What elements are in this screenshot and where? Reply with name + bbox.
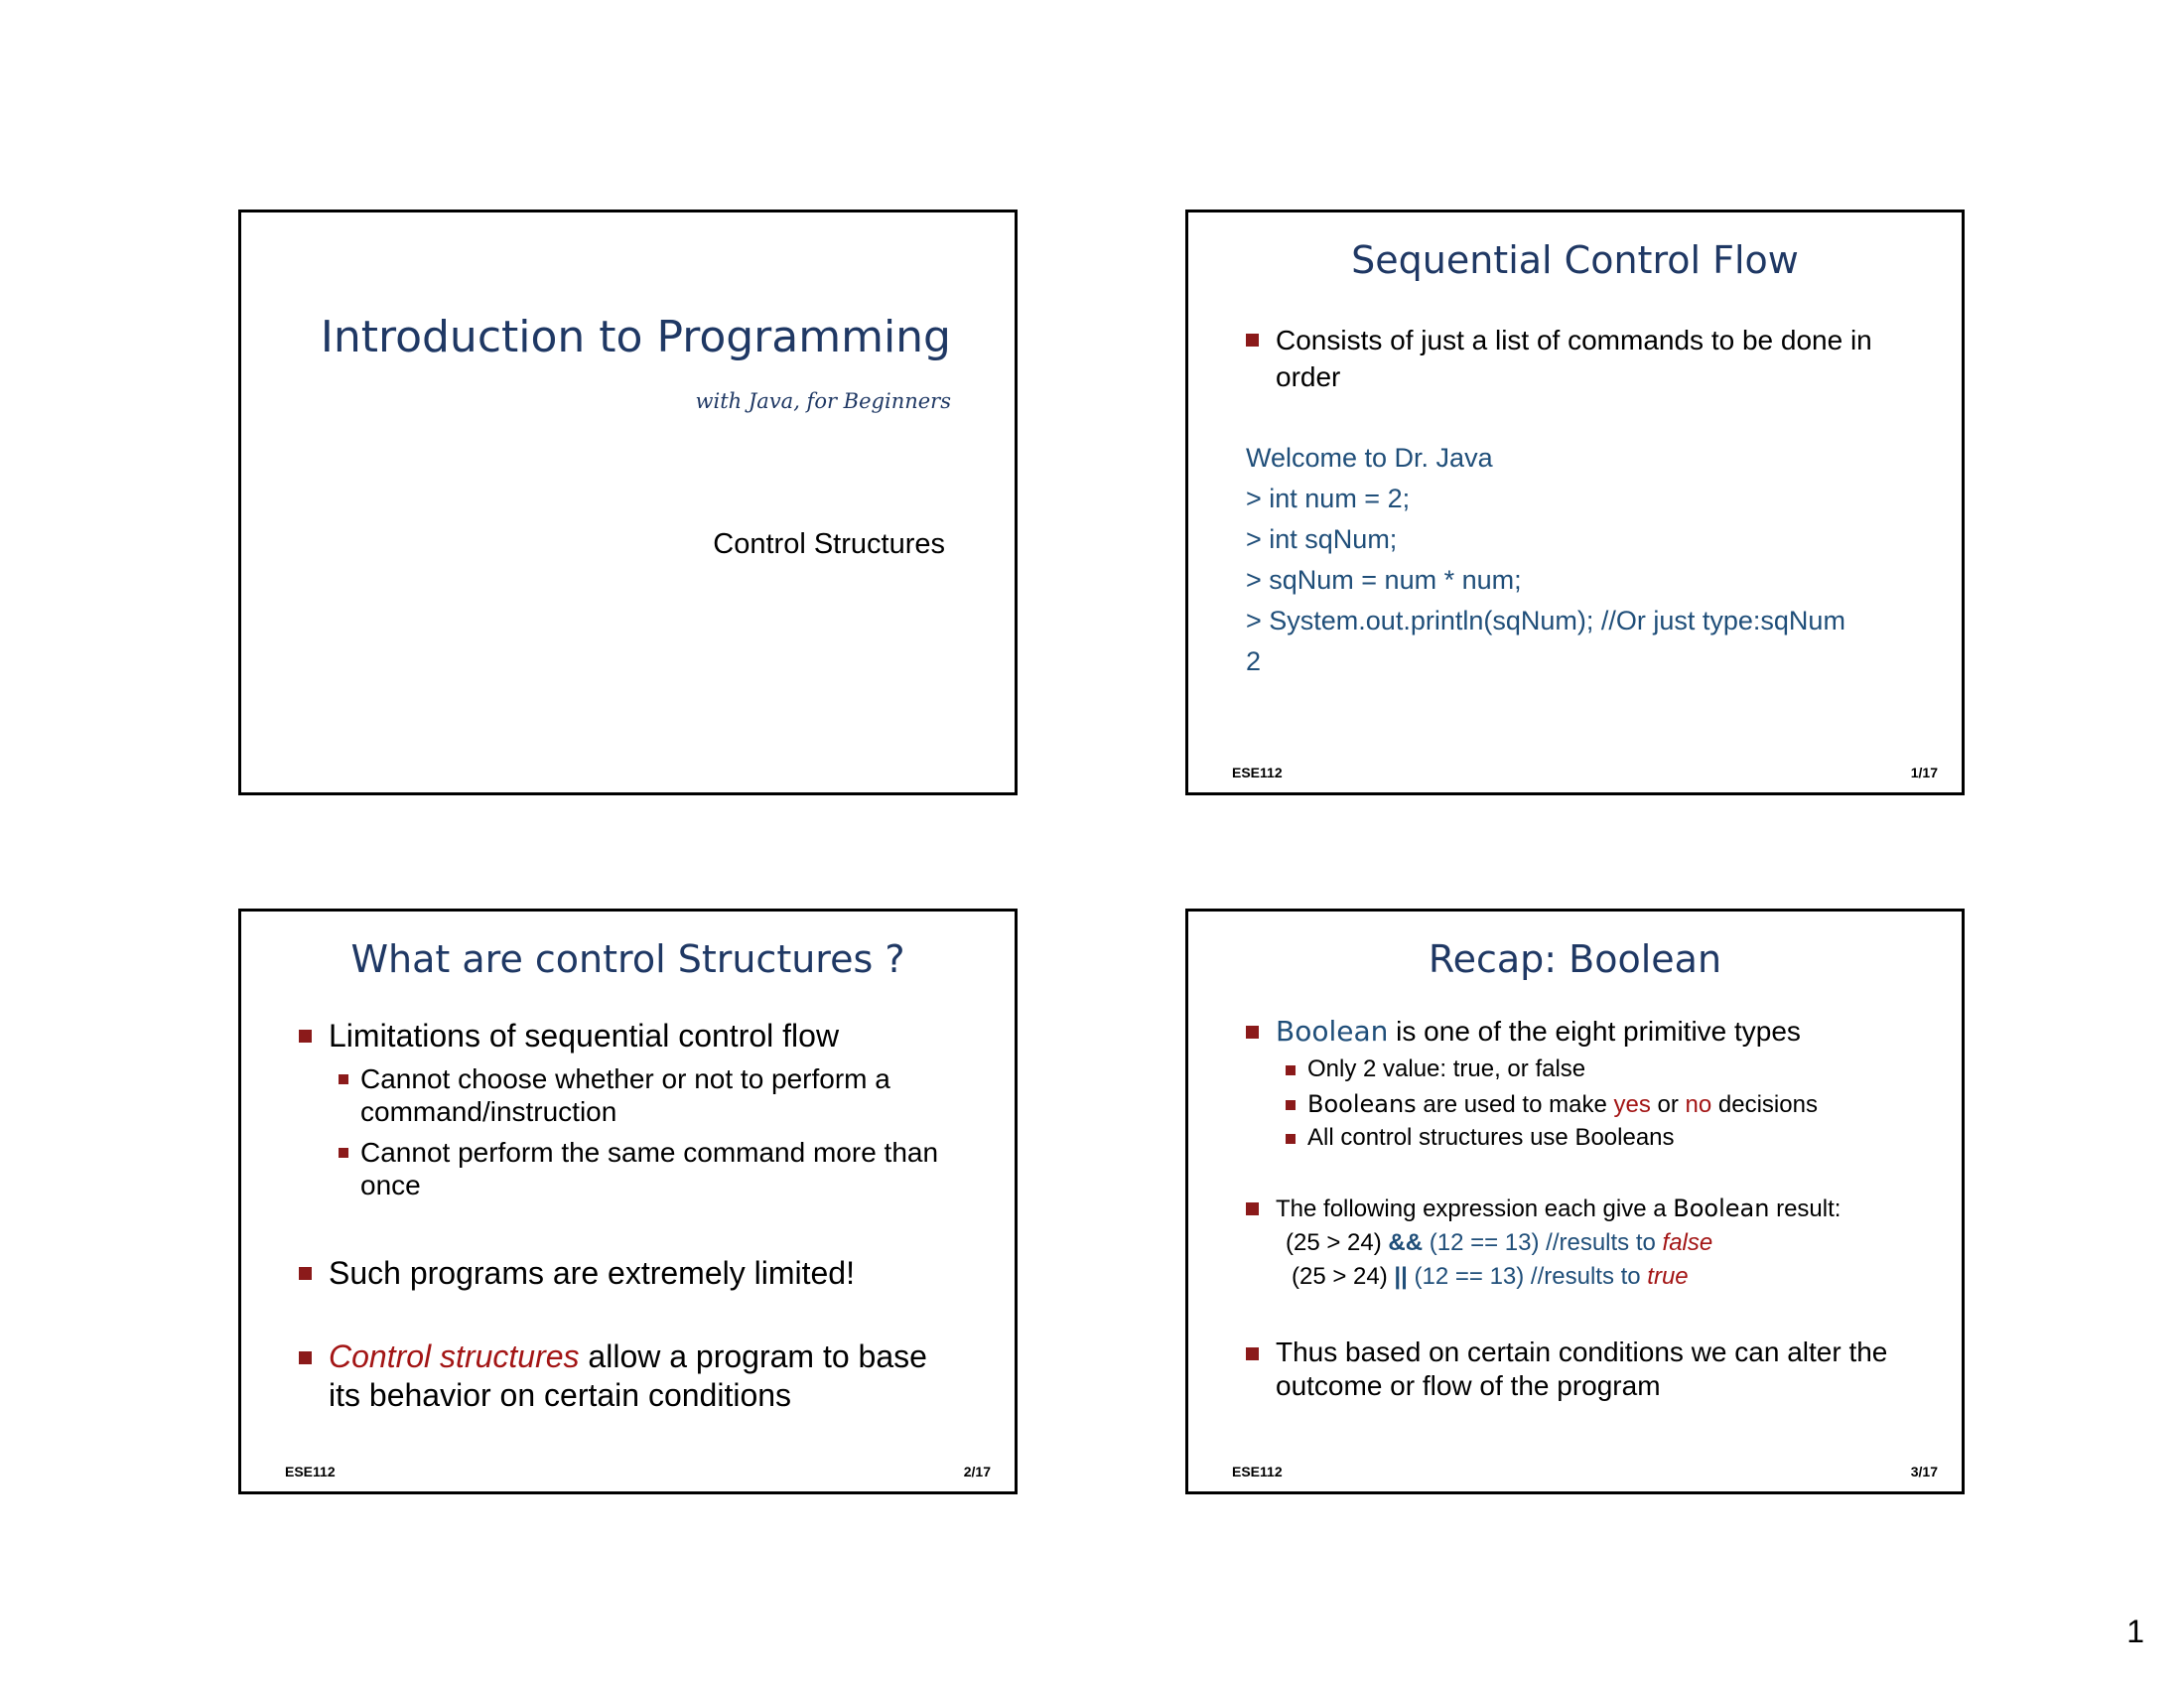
text-fragment: (25 > 24) [1292, 1263, 1395, 1290]
text-fragment: are used to make [1416, 1091, 1614, 1118]
bullet-square-icon [1286, 1100, 1296, 1110]
bullet-square-icon [339, 1148, 348, 1158]
slide-footer-number: 1/17 [1910, 765, 1938, 780]
sub-bullet-item [339, 1136, 954, 1201]
bullet-item [1246, 1192, 1941, 1294]
sub-bullet-text: Cannot choose whether or not to perform a command/instruction [360, 1063, 890, 1127]
emphasis-text: Control structures [329, 1338, 580, 1374]
sub-bullet-item [1286, 1089, 1921, 1120]
bullet-text [1246, 1014, 1941, 1050]
sub-bullet-text: All control structures use Booleans [1307, 1124, 1675, 1151]
bullet-square-icon [1246, 1026, 1259, 1039]
code-block [1246, 438, 1845, 682]
page-number: 1 [2126, 1614, 2144, 1649]
keyword-boolean: Boolean [1673, 1195, 1770, 1222]
bullet-square-icon [299, 1030, 312, 1043]
text-fragment: (25 > 24) [1286, 1229, 1389, 1256]
bullet-item [1246, 322, 1921, 395]
sub-bullet-text: Only 2 value: true, or false [1307, 1055, 1586, 1082]
text-fragment: decisions [1711, 1091, 1818, 1118]
text-fragment: (12 == 13) //results to [1423, 1229, 1663, 1256]
operator-or: || [1394, 1263, 1408, 1290]
sub-bullet-item [1286, 1055, 1921, 1084]
bullet-square-icon [1286, 1065, 1296, 1075]
code-line: > sqNum = num * num; [1246, 565, 1522, 595]
presentation-topic: Control Structures [713, 528, 945, 560]
bullet-square-icon [1246, 334, 1259, 347]
expression-line [1246, 1226, 1941, 1260]
result-false: false [1662, 1229, 1713, 1256]
slide-footer-number: 3/17 [1910, 1464, 1938, 1479]
bullet-square-icon [339, 1074, 348, 1084]
code-line: > int sqNum; [1246, 524, 1398, 554]
bullet-square-icon [1286, 1134, 1296, 1144]
bullet-text [1246, 1192, 1941, 1226]
bullet-item [299, 1253, 994, 1293]
bullet-text: Thus based on certain conditions we can alter the outcome or flow of the program [1276, 1336, 1888, 1401]
text-fragment: result: [1769, 1196, 1842, 1222]
code-line: > System.out.println(sqNum); //Or just type:sqNum [1246, 606, 1845, 635]
text-fragment: (12 == 13) //results to [1407, 1263, 1648, 1290]
keyword-yes: yes [1613, 1091, 1651, 1118]
presentation-subtitle: with Java, for Beginners [695, 389, 951, 413]
bullet-text-rest: is one of the eight primitive types [1388, 1016, 1801, 1047]
bullet-text: Such programs are extremely limited! [329, 1255, 855, 1291]
keyword-no: no [1685, 1091, 1712, 1118]
bullet-item [1246, 1336, 1921, 1403]
slide-sequential-control-flow [1185, 210, 1965, 795]
slide-footer-number: 2/17 [963, 1464, 991, 1479]
bullet-square-icon [1246, 1202, 1259, 1215]
expression-line [1246, 1260, 1941, 1294]
keyword-boolean: Boolean [1276, 1015, 1389, 1048]
keyword-booleans: Booleans [1307, 1090, 1417, 1118]
sub-bullet-text: Cannot perform the same command more than once [360, 1137, 939, 1200]
bullet-text [299, 1337, 954, 1415]
slide-footer-course: ESE112 [1232, 765, 1283, 780]
bullet-text-rest: allow a program to base its behavior on certain conditions [329, 1338, 927, 1413]
bullet-square-icon [299, 1351, 312, 1364]
sub-bullet-text [1286, 1089, 1921, 1120]
operator-and: && [1388, 1229, 1424, 1256]
bullet-item [1246, 1014, 1941, 1050]
bullet-square-icon [1246, 1347, 1259, 1360]
slide-what-are-control-structures [238, 909, 1018, 1494]
bullet-item [299, 1337, 954, 1415]
slide-footer-course: ESE112 [285, 1464, 336, 1479]
code-line: > int num = 2; [1246, 484, 1411, 513]
slide-title: Recap: Boolean [1428, 937, 1722, 981]
sub-bullet-item [339, 1062, 954, 1128]
bullet-text: Limitations of sequential control flow [329, 1018, 840, 1054]
result-true: true [1647, 1263, 1689, 1290]
sub-bullet-item [1286, 1123, 1921, 1153]
bullet-item [299, 1016, 994, 1055]
presentation-title: Introduction to Programming [320, 312, 951, 362]
text-fragment: or [1650, 1091, 1686, 1118]
bullet-square-icon [299, 1267, 312, 1280]
slide-recap-boolean [1185, 909, 1965, 1494]
bullet-text: Consists of just a list of commands to be done in order [1276, 325, 1872, 392]
slide-title: What are control Structures ? [350, 937, 905, 981]
code-line: Welcome to Dr. Java [1246, 443, 1493, 473]
slide-title [238, 210, 1018, 795]
slide-title: Sequential Control Flow [1351, 238, 1799, 282]
slide-footer-course: ESE112 [1232, 1464, 1283, 1479]
code-line: 2 [1246, 646, 1262, 676]
text-fragment: The following expression each give a [1276, 1196, 1674, 1222]
